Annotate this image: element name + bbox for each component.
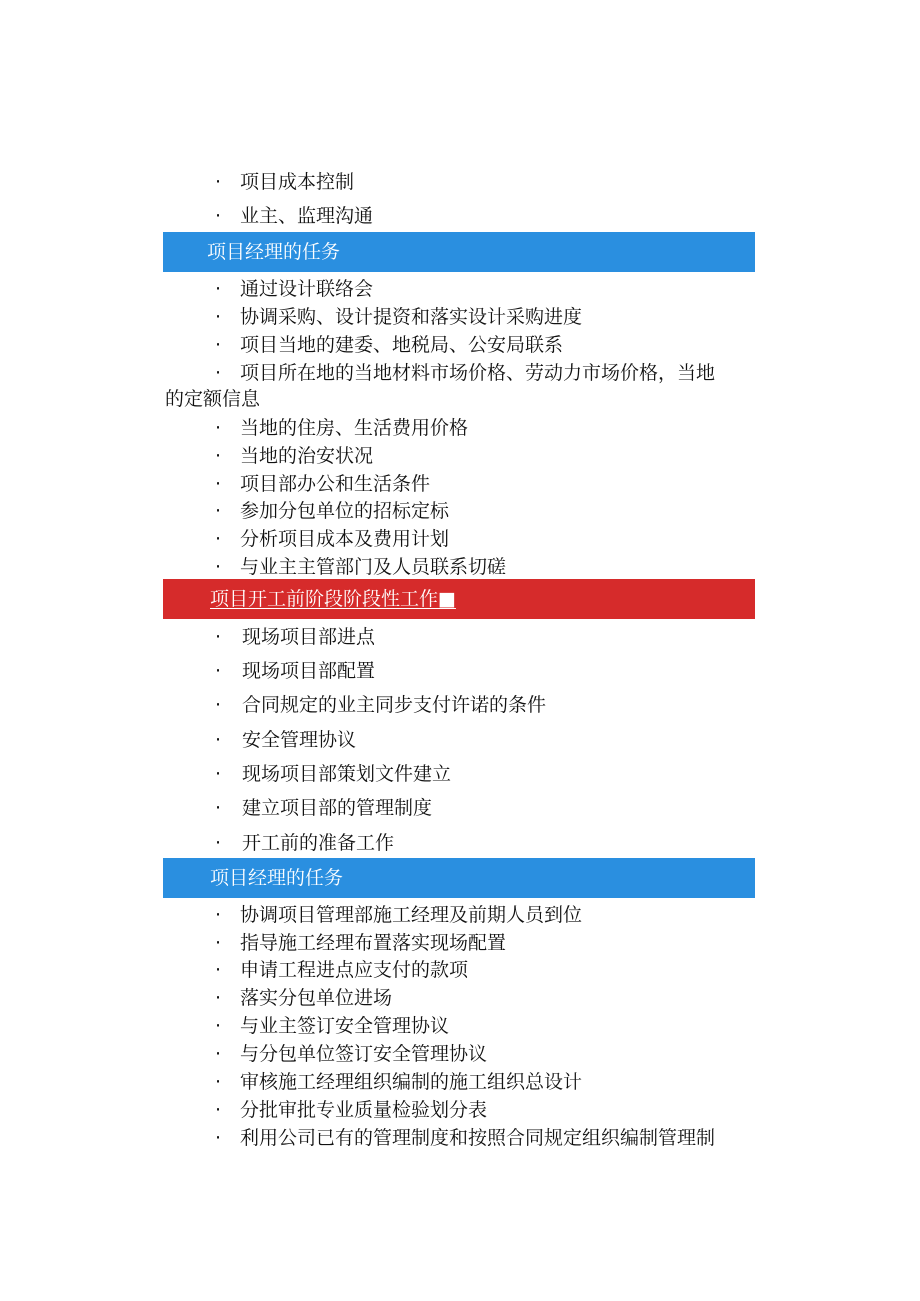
bullet-dot: · <box>214 987 222 1009</box>
section-header-label: 项目开工前阶段阶段性工作■ <box>210 588 456 610</box>
bullet-dot: · <box>214 417 222 439</box>
bullet-dot: · <box>214 763 222 785</box>
section-header-label: 项目经理的任务 <box>207 241 341 263</box>
bullet-dot: · <box>214 278 222 300</box>
bullet-dot: · <box>214 1099 222 1121</box>
list-item-text: 分批审批专业质量检验划分表 <box>240 1099 488 1121</box>
list-item-text: 协调项目管理部施工经理及前期人员到位 <box>240 904 583 926</box>
bullet-dot: · <box>214 1043 222 1065</box>
list-item-text: 申请工程进点应支付的款项 <box>240 959 469 981</box>
list-item-text: 与业主主管部门及人员联系切磋 <box>240 556 507 578</box>
bullet-dot: · <box>214 694 222 716</box>
list-item-text: 现场项目部配置 <box>242 660 376 682</box>
bullet-dot: · <box>214 445 222 467</box>
bullet-dot: · <box>214 171 222 193</box>
bullet-dot: · <box>214 1071 222 1093</box>
bullet-dot: · <box>214 1015 222 1037</box>
bullet-dot: · <box>214 797 222 819</box>
list-item-text: 利用公司已有的管理制度和按照合同规定组织编制管理制 <box>240 1127 716 1149</box>
bullet-dot: · <box>214 556 222 578</box>
list-item-text: 项目部办公和生活条件 <box>240 473 431 495</box>
list-item-continuation: 的定额信息 <box>165 388 261 410</box>
bullet-dot: · <box>214 306 222 328</box>
bullet-dot: · <box>214 959 222 981</box>
list-item-text: 项目成本控制 <box>240 171 355 193</box>
bullet-dot: · <box>214 660 222 682</box>
bullet-dot: · <box>214 205 222 227</box>
list-item-text: 与分包单位签订安全管理协议 <box>240 1043 488 1065</box>
list-item-text: 审核施工经理组织编制的施工组织总设计 <box>240 1071 583 1093</box>
list-item-text: 合同规定的业主同步支付许诺的条件 <box>242 694 547 716</box>
bullet-dot: · <box>214 362 222 384</box>
list-item-text: 通过设计联络会 <box>240 278 374 300</box>
bullet-dot: · <box>214 729 222 751</box>
list-item-text: 现场项目部策划文件建立 <box>242 763 452 785</box>
section-header-project-manager-tasks <box>163 232 755 272</box>
list-item-text: 建立项目部的管理制度 <box>242 797 433 819</box>
bullet-dot: · <box>214 904 222 926</box>
list-item-text: 开工前的准备工作 <box>242 832 395 854</box>
list-item-text: 分析项目成本及费用计划 <box>240 528 450 550</box>
list-item-text: 项目当地的建委、地税局、公安局联系 <box>240 334 564 356</box>
list-item-text: 与业主签订安全管理协议 <box>240 1015 450 1037</box>
bullet-dot: · <box>214 334 222 356</box>
list-item-text: 业主、监理沟通 <box>240 205 374 227</box>
bullet-dot: · <box>214 528 222 550</box>
list-item-text: 现场项目部进点 <box>242 626 376 648</box>
bullet-dot: · <box>214 932 222 954</box>
list-item-text: 指导施工经理布置落实现场配置 <box>240 932 507 954</box>
list-item-text: 参加分包单位的招标定标 <box>240 500 450 522</box>
section-header-project-manager-tasks <box>163 858 755 898</box>
bullet-dot: · <box>214 500 222 522</box>
list-item-text: 安全管理协议 <box>242 729 357 751</box>
bullet-dot: · <box>214 832 222 854</box>
bullet-dot: · <box>214 473 222 495</box>
list-item-text: 当地的治安状况 <box>240 445 374 467</box>
section-header-pre-construction-work <box>163 579 755 619</box>
list-item-text: 协调采购、设计提资和落实设计采购进度 <box>240 306 583 328</box>
bullet-dot: · <box>214 626 222 648</box>
list-item-text: 落实分包单位进场 <box>240 987 393 1009</box>
list-item-text: 项目所在地的当地材料市场价格、劳动力市场价格，当地 <box>240 362 716 384</box>
bullet-dot: · <box>214 1127 222 1149</box>
list-item-text: 当地的住房、生活费用价格 <box>240 417 469 439</box>
section-header-label: 项目经理的任务 <box>210 867 344 889</box>
